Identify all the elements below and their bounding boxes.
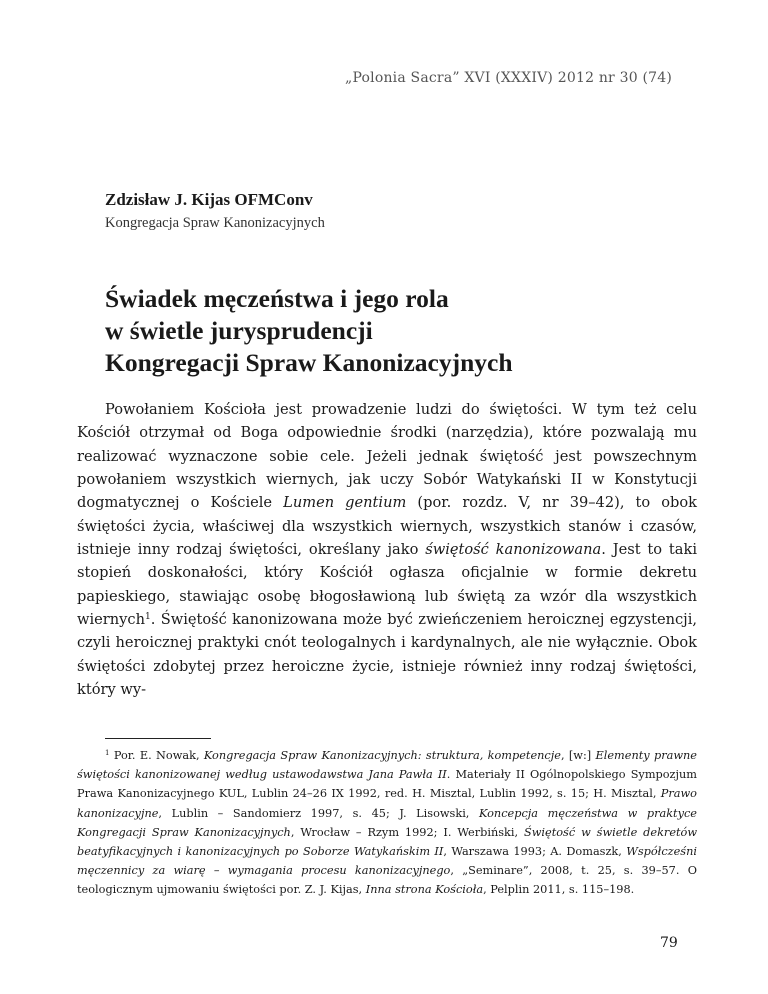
italic-term: Elementy prawne świętości kanonizowanej według ustawodawstwa Jana Pawła II bbox=[77, 749, 697, 782]
text-run: , Warszawa 1993; A. Domaszk, bbox=[443, 845, 627, 859]
running-head: „Polonia Sacra” XVI (XXXIV) 2012 nr 30 (74) bbox=[345, 70, 672, 86]
italic-term: Inna strona Kościoła bbox=[365, 883, 484, 897]
footnote-number: 1 bbox=[105, 749, 110, 758]
italic-term: Koncepcja męczeństwa w praktyce Kongregacji Spraw Kanonizacyjnych bbox=[77, 806, 697, 839]
text-run: , Pelplin 2011, s. 115–198. bbox=[483, 883, 635, 897]
italic-term: Świętość w świetle dekretów beatyfikacyjnych i kanonizacyjnych po Soborze Watykańskim II bbox=[77, 825, 698, 859]
text-run: Por. E. Nowak, bbox=[113, 749, 204, 762]
footnote-separator bbox=[105, 738, 211, 739]
italic-term: Lumen gentium bbox=[283, 494, 407, 512]
text-run: . Materiały II Ogólnopolskiego Sympozjum Prawa Kanonizacyjnego KUL, Lublin 24–26 IX 1992, red. H. Misztal, Lublin 1992, s. 15; H. Misztal, bbox=[77, 768, 698, 801]
text-run: Powołaniem Kościoła jest prowadzenie ludzi do świętości. W tym też celu Kościół otrzymał od Boga odpowiednie środki (narzędzia), które pozwalają mu realizować wyznaczone sobie cele. Jeżeli jednak świętość jest powszechnym powołaniem wszystkich wiernych, jak uczy Sobór Watykański II w Konstytucji dogmatycznej o Kościele bbox=[77, 401, 697, 512]
footnote-paragraph bbox=[77, 746, 697, 900]
text-run: , Wrocław – Rzym 1992; I. Werbiński, bbox=[290, 825, 524, 839]
paragraph bbox=[77, 398, 697, 701]
italic-term: Współcześni męczennicy za wiarę – wymagania procesu kanonizacyjnego bbox=[77, 845, 697, 878]
body-text bbox=[77, 398, 697, 701]
text-run: . Świętość kanonizowana może być zwieńczeniem heroicznej egzystencji, czyli heroicznej praktyki cnót teologalnych i kardynalnych, ale nie wyłącznie. Obok świętości zdobytej przez heroiczne życie, istnieje również inny rodzaj świętości, który wy- bbox=[77, 611, 697, 699]
title-line: w świetle jurysprudencji bbox=[105, 316, 373, 345]
author-affiliation: Kongregacja Spraw Kanonizacyjnych bbox=[105, 215, 325, 231]
italic-term: świętość kanonizowana bbox=[425, 541, 602, 559]
page-number: 79 bbox=[660, 935, 678, 951]
title-line: Kongregacji Spraw Kanonizacyjnych bbox=[105, 348, 513, 377]
text-run: . Jest to taki stopień doskonałości, który Kościół ogłasza oficjalnie w formie dekretu papieskiego, stawiając osobę błogosławioną lub świętą za wzór dla wszystkich wiernych bbox=[77, 541, 697, 629]
article-title bbox=[105, 283, 705, 379]
text-run: , „Seminare”, 2008, t. 25, s. 39–57. O teologicznym ujmowaniu świętości por. Z. J. Kijas, bbox=[77, 864, 697, 897]
footnote-ref: 1 bbox=[145, 612, 151, 623]
footnote bbox=[77, 746, 697, 900]
author-name: Zdzisław J. Kijas OFMConv bbox=[105, 190, 313, 209]
italic-term: Prawo kanonizacyjne bbox=[77, 787, 697, 820]
text-run: , Lublin – Sandomierz 1997, s. 45; J. Lisowski, bbox=[158, 806, 479, 820]
title-line: Świadek męczeństwa i jego rola bbox=[105, 284, 449, 313]
italic-term: Kongregacja Spraw Kanonizacyjnych: struktura, kompetencje bbox=[203, 749, 561, 762]
text-run: , [w:] bbox=[560, 749, 596, 762]
text-run: (por. rozdz. V, nr 39–42), to obok świętości życia, właściwej dla wszystkich wiernych, wszystkich stanów i czasów, istnieje inny rodzaj świętości, określany jako bbox=[77, 494, 698, 559]
